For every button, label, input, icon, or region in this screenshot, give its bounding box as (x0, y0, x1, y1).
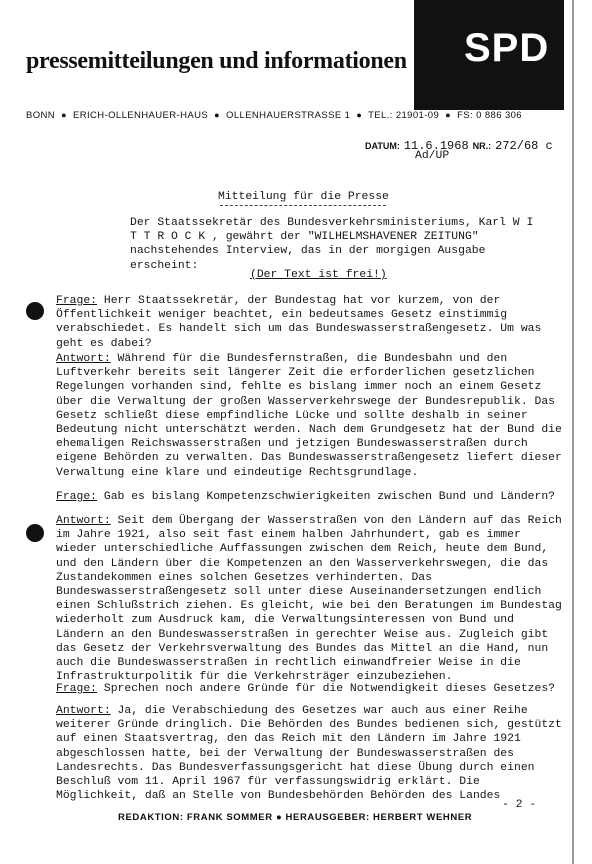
question-1 (56, 294, 566, 351)
address-line (26, 110, 566, 121)
question-text: Sprechen noch andere Gründe für die Notwendigkeit dieses Gesetzes? (103, 683, 556, 695)
number-label: NR.: (472, 141, 492, 151)
answer-1 (56, 352, 569, 480)
question-label: Frage: (56, 491, 98, 503)
spd-logo: SPD (464, 26, 550, 70)
bullet-icon: ● (445, 110, 452, 120)
dateline (365, 136, 553, 154)
free-text-note: (Der Text ist frei!) (250, 269, 387, 281)
question-3 (56, 682, 566, 696)
question-label: Frage: (56, 295, 98, 307)
answer-3 (56, 704, 569, 803)
page-number: - 2 - (502, 799, 537, 811)
bullet-icon: ● (214, 110, 220, 120)
page-edge (572, 0, 592, 864)
question-2 (56, 490, 566, 504)
intro-paragraph: Der Staatssekretär des Bundesverkehrsministeriums, Karl W I T T R O C K , gewährt der "WILHELMSHAVENER ZEITUNG" nachstehendes Interview, das in der morgigen Ausgabe erscheint: (130, 217, 534, 272)
bullet-icon: ● (275, 812, 286, 823)
date-label: DATUM: (365, 141, 400, 151)
question-text: Herr Staatssekretär, der Bundestag hat vor kurzem, von der Öffentlichkeit weniger beachtet, ein bedeutsames Gesetz einstimmig verabschiedet. Es handelt sich um das Bundeswasserstraßengesetz. Um was geht es dabei? (56, 295, 549, 350)
address-city: BONN (26, 110, 56, 121)
masthead-title: pressemitteilungen und informationen (26, 48, 407, 74)
question-text: Gab es bislang Kompetenzschwierigkeiten zwischen Bund und Ländern? (103, 491, 556, 503)
footer-editor: REDAKTION: FRANK SOMMER (118, 812, 273, 823)
address-phone: TEL.: 21901-09 (368, 110, 440, 121)
answer-2 (56, 514, 569, 684)
number-value: 272/68 c (495, 139, 553, 153)
address-telex: FS: 0 886 306 (457, 110, 522, 121)
footer-publisher: HERAUSGEBER: HERBERT WEHNER (285, 812, 473, 823)
press-heading: Mitteilung für die Presse (218, 191, 389, 203)
address-building: ERICH-OLLENHAUER-HAUS (73, 110, 209, 121)
footer (118, 812, 472, 823)
answer-label: Antwort: (56, 705, 111, 717)
bullet-icon: ● (356, 110, 363, 120)
punch-hole (26, 524, 44, 542)
heading-rule (220, 205, 386, 206)
reference-sign: Ad/UP (415, 150, 450, 162)
address-street: OLLENHAUERSTRASSE 1 (226, 110, 351, 121)
punch-hole (26, 302, 44, 320)
answer-label: Antwort: (56, 515, 111, 527)
answer-label: Antwort: (56, 353, 111, 365)
answer-text: Während für die Bundesfernstraßen, die Bundesbahn und den Luftverkehr bereits seit längerer Zeit die erforderlichen gesetzlichen Regelungen vorhanden sind, fehlte es bislang immer noch an einem Gesetz über die Verwaltung der großen Wasserverkehrswege der Bundesrepublik. Das Gesetz schließt diese empfindliche Lücke und sollte deshalb in seiner Bedeutung nicht unterschätzt werden. Nach dem Grundgesetz hat der Bund die ehemaligen Reichswasserstraßen und jetzigen Bundeswasserstraßen durch eigene Behörden zu verwalten. Das Bundeswasserstraßengesetz liefert dieser Verwaltung eine klare und eindeutige Rechtsgrundlage. (56, 353, 569, 479)
date-value: 11.6.1968 (403, 139, 469, 153)
bullet-icon: ● (61, 110, 67, 120)
answer-text: Ja, die Verabschiedung des Gesetzes war auch aus einer Reihe weiterer Gründe dringlich. Die Behörden des Bundes bedienen sich, gestützt auf einen Staatsvertrag, den das Reich mit den Ländern im Jahre 1921 abgeschlossen hatte, bei der Verwaltung der Bundeswasserstraßen des Landesrechts. Das Bundesverfassungsgericht hat diese Übung durch einen Beschluß vom 11. April 1967 für verfassungswidrig erklärt. Die Möglichkeit, daß an Stelle von Bundesbehörden Behörden des Landes (56, 705, 569, 803)
answer-text: Seit dem Übergang der Wasserstraßen von den Ländern auf das Reich im Jahre 1921, also seit fast einem halben Jahrhundert, gab es immer wieder unterschiedliche Auffassungen zwischen dem Reich, heute dem Bund, und den Ländern über die Kompetenzen an den Wasserverkehrswegen, die das Zustandekommen eines solchen Gesetzes verhinderten. Das Bundeswasserstraßengesetz soll unter diese Auseinandersetzungen endlich einen Schlußstrich ziehen. Es gleicht, wie bei den Beratungen im Bundestag wiederholt zum Ausdruck kam, die Verwaltungsinteressen von Bund und Ländern an den Bundeswasserstraßen in gerechter Weise aus. Zugleich gibt das Gesetz der Verkehrsverwaltung des Bundes das Mittel an die Hand, nun auch die Bundeswasserstraßen in rechtlich einwandfreier Weise in die Infrastrukturpolitik für die Verkehrsträger einzubeziehen. (56, 515, 569, 684)
question-label: Frage: (56, 683, 98, 695)
